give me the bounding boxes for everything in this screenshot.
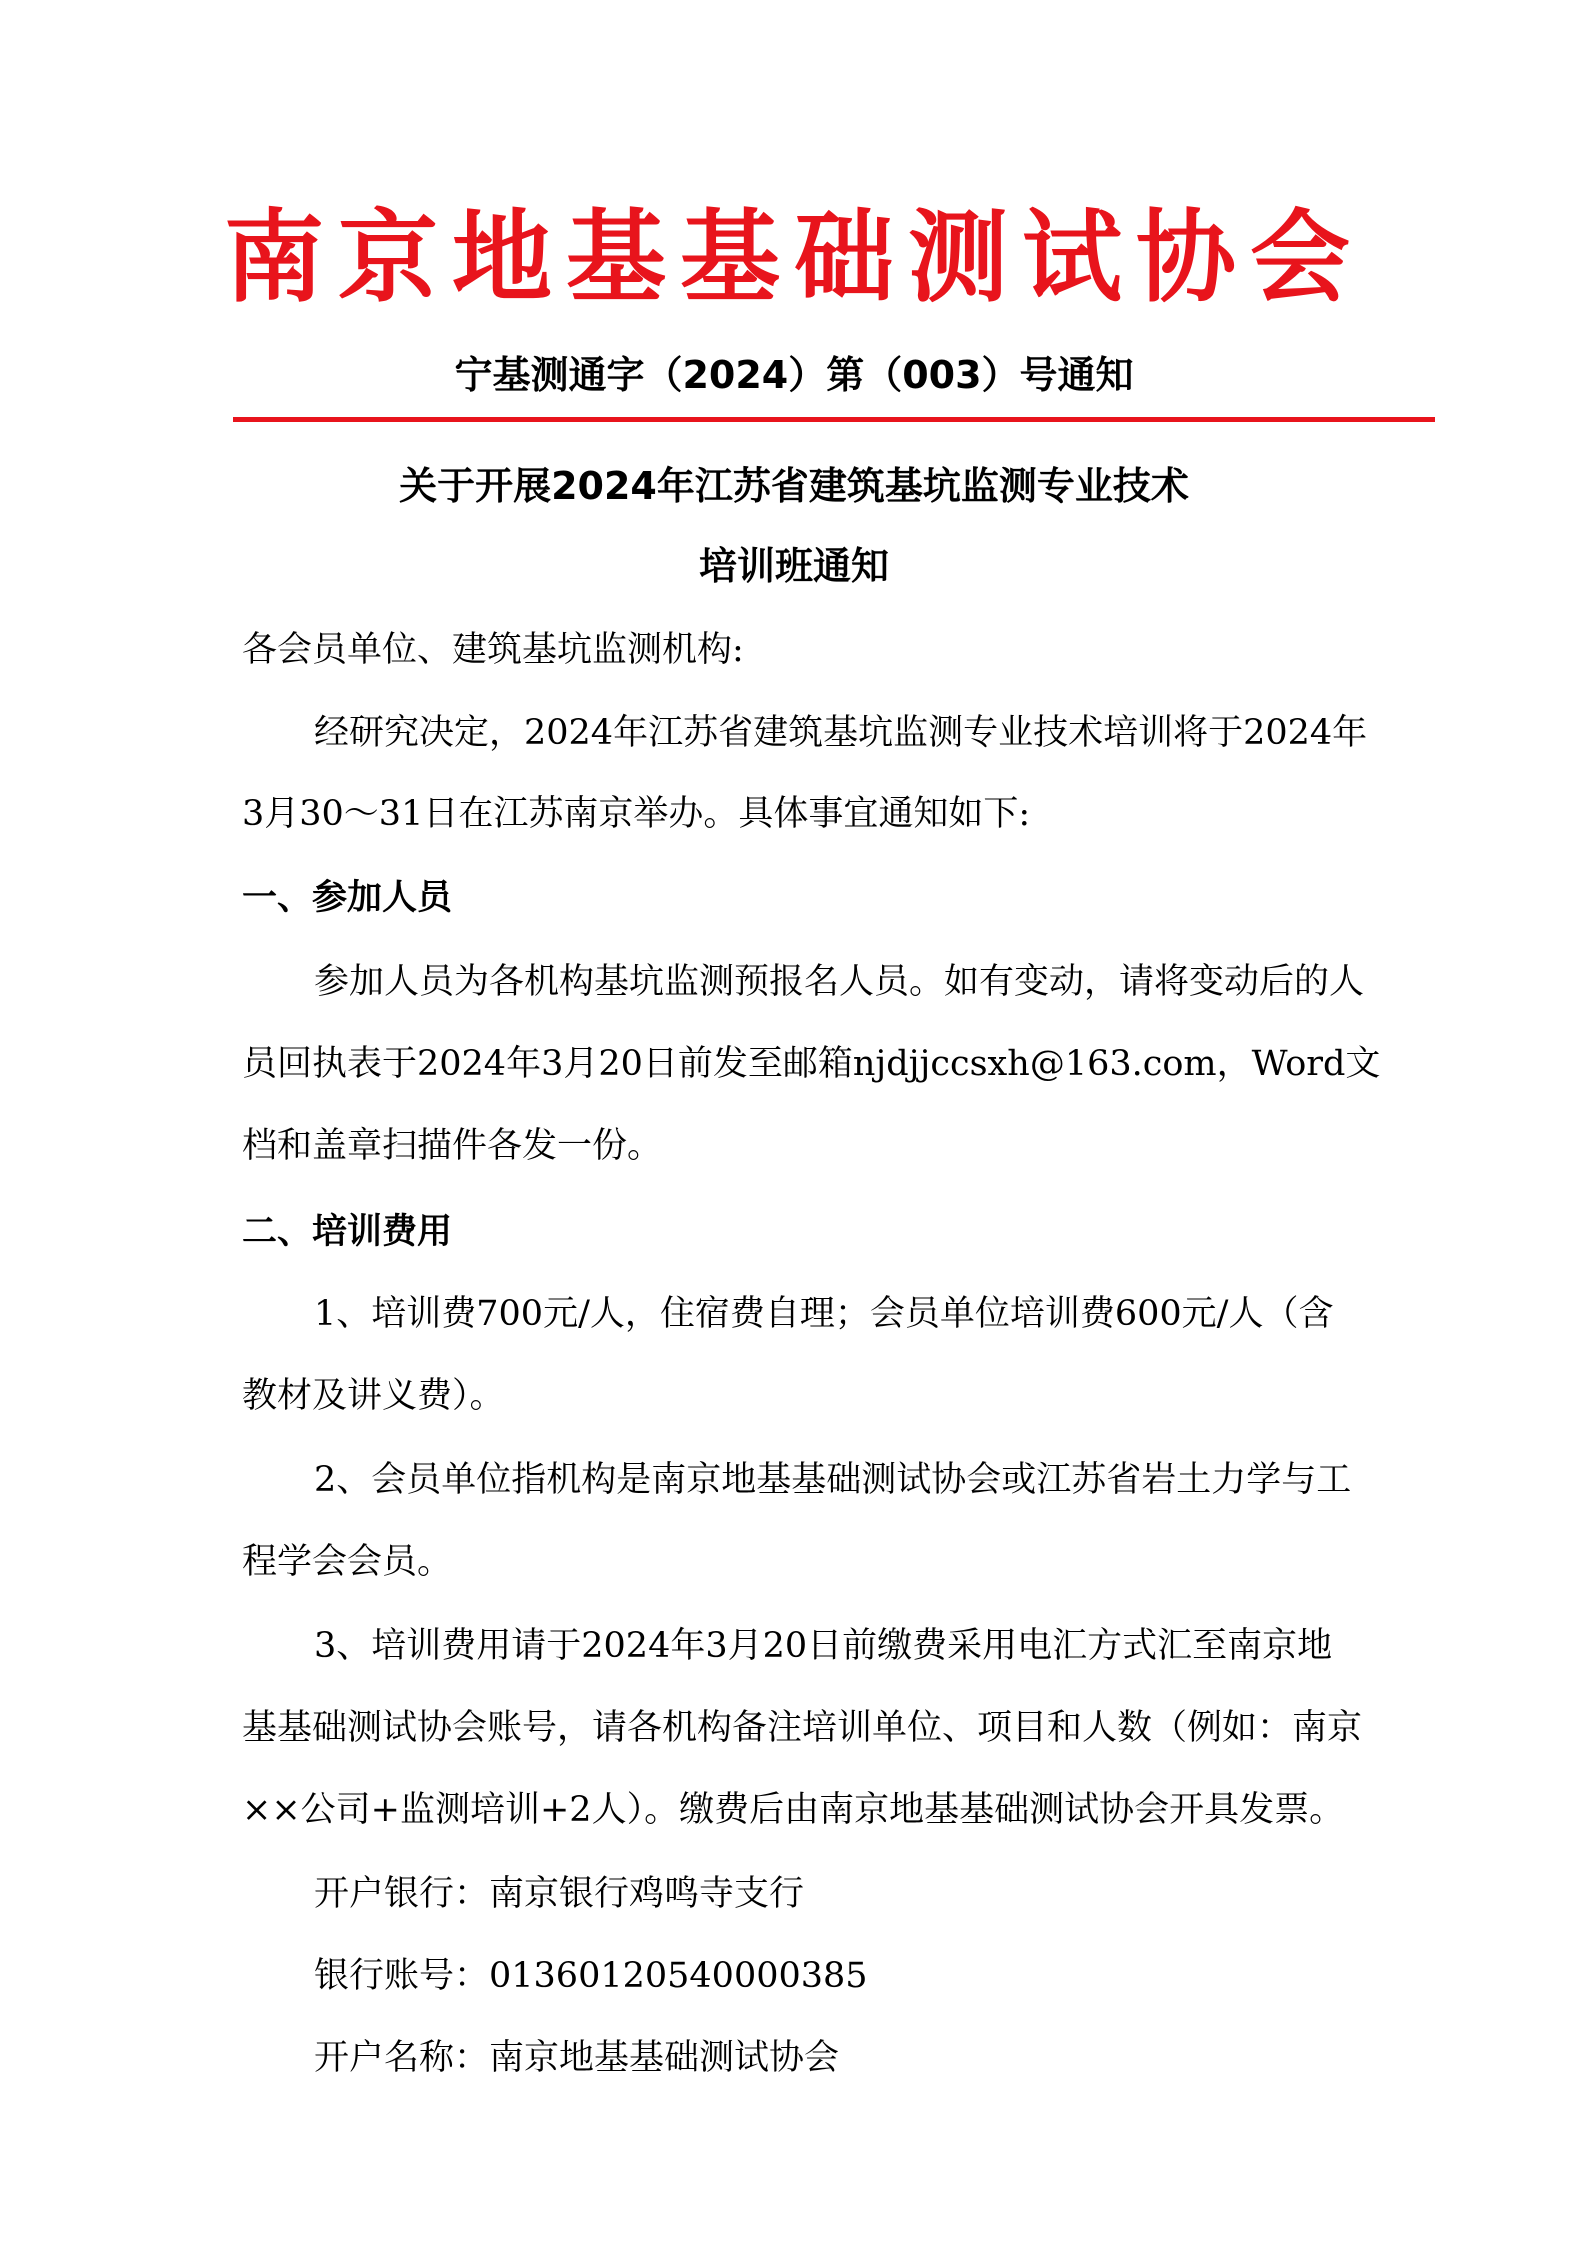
bank-account-number: 银行账号：01360120540000385 — [314, 1956, 868, 1996]
fee-item-3-line-3: ××公司+监测培训+2人）。缴费后由南京地基基础测试协会开具发票。 — [242, 1790, 1345, 1830]
bank-account-name: 开户名称：南京地基基础测试协会 — [314, 2038, 840, 2078]
intro-line-2: 3月30～31日在江苏南京举办。具体事宜通知如下: — [242, 794, 1031, 834]
section-heading-participants: 一、参加人员 — [242, 878, 453, 918]
participants-line-3: 档和盖章扫描件各发一份。 — [242, 1126, 663, 1166]
organization-name: 南京地基基础测试协会 — [224, 198, 1364, 316]
fee-item-2-line-2: 程学会会员。 — [242, 1542, 453, 1582]
notice-number: 宁基测通字（2024）第（003）号通知 — [454, 353, 1134, 397]
red-divider-line — [233, 417, 1435, 422]
fee-item-2-line-1: 2、会员单位指机构是南京地基基础测试协会或江苏省岩土力学与工 — [314, 1460, 1352, 1500]
document-title-line-1: 关于开展2024年江苏省建筑基坑监测专业技术 — [399, 464, 1189, 508]
intro-line-1: 经研究决定，2024年江苏省建筑基坑监测专业技术培训将于2024年 — [314, 713, 1368, 753]
fee-item-1-line-1: 1、培训费700元/人，住宿费自理；会员单位培训费600元/人（含 — [314, 1294, 1334, 1334]
fee-item-1-line-2: 教材及讲义费）。 — [242, 1376, 505, 1416]
document-title-line-2: 培训班通知 — [698, 544, 889, 588]
fee-item-3-line-1: 3、培训费用请于2024年3月20日前缴费采用电汇方式汇至南京地 — [314, 1626, 1333, 1666]
participants-line-2: 员回执表于2024年3月20日前发至邮箱njdjjccsxh@163.com，Word文 — [242, 1044, 1381, 1084]
bank-name: 开户银行：南京银行鸡鸣寺支行 — [314, 1874, 805, 1914]
section-heading-fees: 二、培训费用 — [242, 1212, 453, 1252]
participants-line-1: 参加人员为各机构基坑监测预报名人员。如有变动，请将变动后的人 — [314, 962, 1365, 1002]
fee-item-3-line-2: 基基础测试协会账号，请各机构备注培训单位、项目和人数（例如：南京 — [242, 1708, 1363, 1748]
salutation: 各会员单位、建筑基坑监测机构: — [242, 630, 744, 670]
